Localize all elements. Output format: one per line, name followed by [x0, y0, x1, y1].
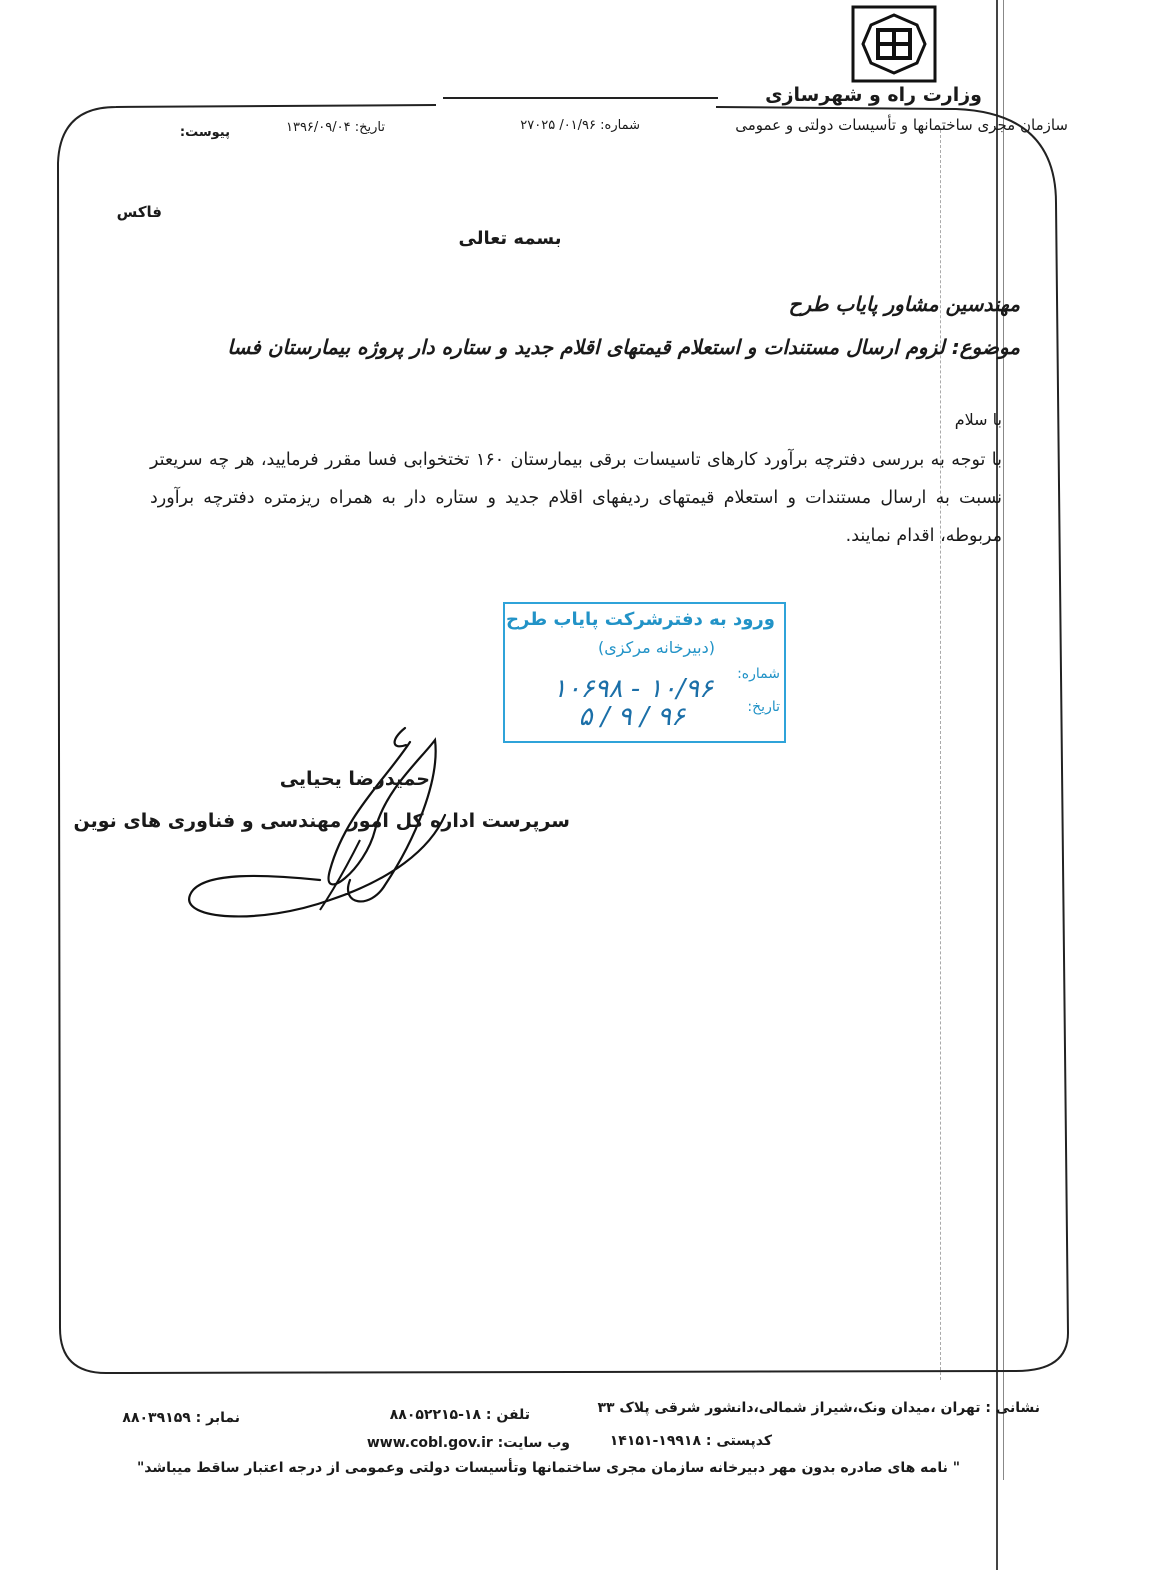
date-value: ۱۳۹۶/۰۹/۰۴ [285, 120, 351, 135]
stamp-subtitle: (دبیرخانه مرکزی) [598, 638, 715, 657]
stamp-number-value: ۱۰/۹۶ - ۱۰۶۹۸ [552, 674, 713, 704]
recipient: مهندسین مشاور پایاب طرح [788, 292, 1020, 316]
ministry-logo [851, 5, 937, 83]
footer-address: نشانی : تهران ،میدان ونک،شیراز شمالی،دانشور شرقی پلاک ۳۳ [597, 1400, 1040, 1416]
footer-fax: نمابر : ۸۸۰۳۹۱۵۹ [122, 1410, 240, 1426]
footer-phone: تلفن : ۱۸-۸۸۰۵۲۲۱۵ [389, 1407, 530, 1423]
greeting: با سلام [954, 410, 1002, 429]
receipt-stamp [503, 602, 786, 743]
number-value: ۰۱/۹۶/ ۲۷۰۲۵ [520, 118, 597, 133]
footer-postal-code: کدپستی : ۱۹۹۱۸-۱۴۱۵۱ [609, 1433, 772, 1449]
body-paragraph: با توجه به بررسی دفترچه برآورد کارهای تاسیسات برقی بیمارستان ۱۶۰ تختخوابی فسا مقرر فرمایید، هر چه سریعتر نسبت به ارسال مستندات و استعلام قیمتهای ردیفهای اقلام جدید و ستاره دار به همراه ریزمتره دفترچه برآورد مربوطه، اقدام نمایند. [150, 450, 1002, 546]
fold-line [940, 130, 941, 1380]
footer-notice: " نامه های صادره بدون مهر دبیرخانه سازمان مجری ساختمانها وتأسیسات دولتی وعمومی از درجه اعتبار ساقط میباشد" [137, 1460, 960, 1476]
header-rule [443, 97, 718, 99]
date-label: تاریخ: [354, 120, 385, 135]
stamp-title: ورود به دفترشرکت پایاب طرح [506, 609, 775, 630]
stamp-date-value: ۹۶ / ۹ / ۵ [578, 702, 685, 732]
footer-website: وب سایت: www.cobl.gov.ir [366, 1435, 570, 1451]
signer-name: حمیدرضا یحیایی [279, 768, 430, 790]
signer-title: سرپرست اداره کل امور مهندسی و فناوری های نوین [73, 810, 570, 832]
ministry-name: وزارت راه و شهرسازی [765, 84, 982, 106]
attachment-label: پیوست: [179, 125, 230, 140]
subject-line: موضوع: لزوم ارسال مستندات و استعلام قیمتهای اقلام جدید و ستاره دار پروژه بیمارستان فسا [227, 335, 1020, 359]
number-label: شماره: [600, 118, 640, 133]
stamp-date-label: تاریخ: [747, 699, 780, 715]
basmala: بسمه تعالی [458, 228, 562, 249]
organization-name: سازمان مجری ساختمانها و تأسیسات دولتی و عمومی [735, 116, 1068, 134]
stamp-number-label: شماره: [737, 666, 780, 682]
fax-label: فاکس [116, 203, 162, 221]
